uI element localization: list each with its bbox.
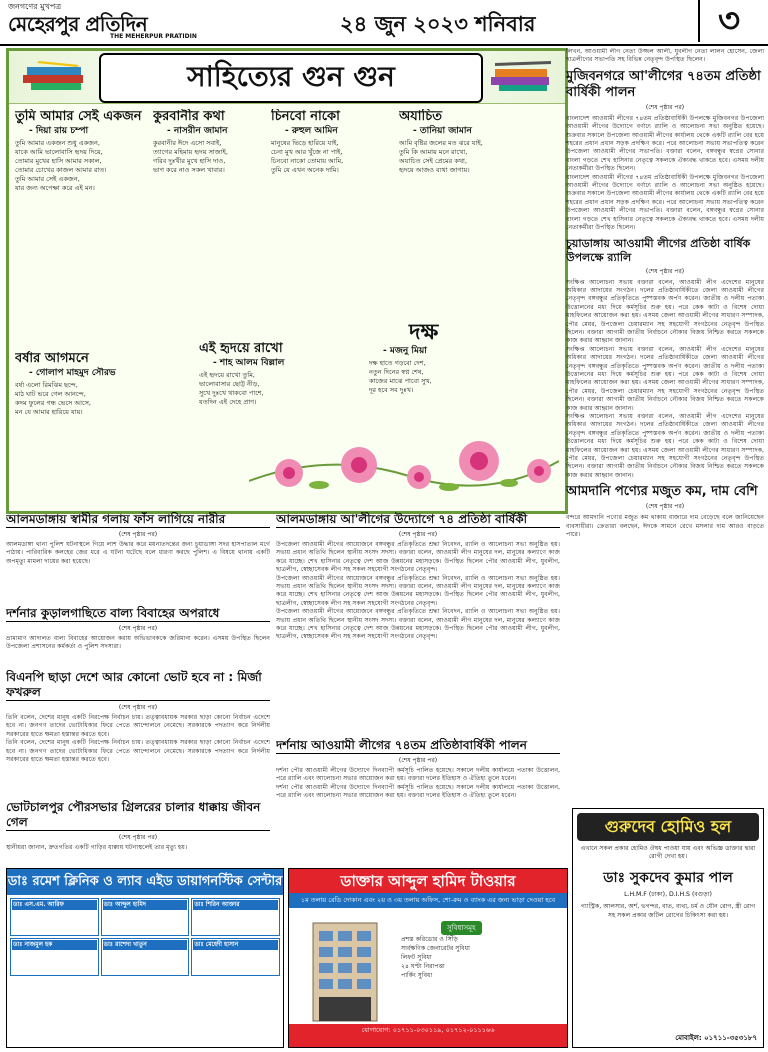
headline-mujibnagar: মুজিবনগরে আ'লীগের ৭৪তম প্রতিষ্ঠা বার্ষিকী পালন — [566, 68, 761, 100]
poem-line: ভাগ করে নাও সকল খাবার। — [153, 166, 225, 174]
news-body-extra: দর্শনা পৌর আওয়ামী লীগের উদ্যোগে দিনব্যাপী কর্মসূচি পালিত হয়েছে। সকালে দলীয় কার্যালয়ে পতাকা উত্তোলন, পরে র‌্যালি এবং আলোচনা সভার আয়োজন করা হয়। বক্তারা দলের ইতিহাস ও ঐতিহ্য তুলে ধরেন। — [276, 783, 560, 800]
news-headline: আলমডাঙ্গায় স্বামীর গলায় ফাঁস লাগিয়ে নারীর — [6, 512, 270, 528]
poem-line: বর্ষা এলো রিমঝিম ছন্দে, — [15, 381, 78, 389]
doctor-card — [101, 898, 190, 936]
poem-line: কাজের মাঝে পাবো সুখ, — [369, 377, 432, 385]
news-body-extra: তিনি বলেন, দেশের মানুষ একটি নিরপেক্ষ নির্বাচন চায়। তত্ত্বাবধায়ক সরকার ছাড়া কোনো নির্বাচন এদেশে হবে না। জনগণ তাদের ভোটাধিকার ফিরে পেতে আন্দোলনে নেমেছে। সরকারকে পদত্যাগ করে নির্দলীয় সরকারের হাতে ক্ষমতা হস্তান্তর করতে হবে। — [6, 739, 270, 764]
poem-title: চিনবো নাকো — [271, 109, 340, 124]
masthead-tagline: জনগণের মুখপত্র — [8, 2, 62, 11]
news-body: ভ্রাম্যমাণ আদালত বাল্য বিবাহের আয়োজন করায় অভিভাবককে জরিমানা করেন। এসময় উপস্থিত ছিলেন উপজেলা প্রশাসনের কর্মকর্তা ও পুলিশ সদস্যরা। — [6, 635, 270, 651]
doctor-card — [191, 898, 280, 936]
poem-line: দক্ষ হাতে গড়বো দেশ, — [369, 359, 426, 367]
ad-tower-contact: যোগাযোগ: ০১৭১১-০৩০১১৯, ০১৭১২-০১১১৬৬ — [289, 1024, 567, 1047]
feature-item: প্রশস্ত করিডোর ও সিঁড়ি — [401, 936, 458, 943]
poem-line: আমি বৃষ্টির জলের মত ঝরে যাই, — [399, 139, 483, 147]
poem-line: যতদিন এই দেহে প্রাণ। — [199, 398, 257, 406]
news-fakhrul — [6, 670, 270, 794]
poem-body — [15, 381, 185, 417]
poem-body — [271, 139, 389, 175]
continued-note: (শেষ পৃষ্ঠার পর) — [398, 757, 438, 764]
doctor-card — [10, 938, 99, 976]
feature-label: সুবিধাসমূহ — [441, 921, 482, 935]
poem-line: গরিব দুঃখীর মুখে হাসি দাও, — [153, 157, 226, 165]
issue-date: ২৪ জুন ২০২৩ শনিবার — [340, 12, 536, 36]
poem-line: কদম ফুলের গন্ধ ভেসে আসে, — [15, 399, 91, 407]
poem-title: বর্ষার আগমনে — [15, 351, 89, 366]
page-number: ৩ — [698, 0, 758, 42]
news-alamdanga-wife — [6, 512, 270, 602]
poem-line: তুমি আমার সেই একজন, — [15, 175, 80, 183]
doctor-name: ডাঃ মেহেদী হাসান — [193, 940, 278, 950]
feature-item: পার্কিং সুবিধা — [401, 972, 433, 979]
continued-note: (শেষ পৃষ্ঠার পর) — [398, 531, 438, 538]
ad-homeo-phone: মোবাইল: ০১৭১১-৩৫৩১৮৭ — [675, 1034, 757, 1042]
poem-title: দক্ষ — [409, 321, 439, 345]
poem-line: কুরবানীর ঈদে এসো সবাই, — [153, 139, 222, 147]
poem-line: মাঠ ঘাট ভরে গেল আনন্দে, — [15, 390, 86, 398]
news-body-extra: উপজেলা আওয়ামী লীগের আয়োজনে বঙ্গবন্ধুর প্রতিকৃতিতে শ্রদ্ধা নিবেদন, র‌্যালি ও আলোচনা সভা অনুষ্ঠিত হয়। সভায় প্রধান অতিথি ছিলেন স্থানীয় সংসদ সদস্য। বক্তারা বলেন, আওয়ামী লীগ মানুষের দল, মানুষের কল্যাণে কাজ করে যাচ্ছে। শেখ হাসিনার নেতৃত্বে দেশ আজ উন্নয়নের মহাসড়কে। উপস্থিত ছিলেন পৌর আওয়ামী লীগ, যুবলীগ, ছাত্রলীগ, স্বেচ্ছাসেবক লীগ সহ সকল সহযোগী সংগঠনের নেতৃবৃন্দ। — [276, 608, 560, 641]
article-body-extra: সংক্ষিপ্ত আলোচনা সভায় বক্তারা বলেন, আওয়ামী লীগ এদেশের মানুষের অধিকার আদায়ের সংগঠন। দলের প্রতিষ্ঠাবার্ষিকীতে জেলা আওয়ামী লীগের নেতৃবৃন্দ বঙ্গবন্ধুর প্রতিকৃতিতে পুষ্পস্তবক অর্পণ করেন। জাতীয় ও দলীয় পতাকা উত্তোলনের মধ্য দিয়ে কর্মসূচির শুরু হয়। পরে কেক কাটা ও বিশেষ দোয়া মাহফিলের আয়োজন করা হয়। এসময় জেলা আওয়ামী লীগের সাধারণ সম্পাদক, পৌর মেয়র, উপজেলা চেয়ারম্যান সহ সহযোগী সংগঠনের নেতৃবৃন্দ উপস্থিত ছিলেন। বক্তারা আগামী জাতীয় নির্বাচনে নৌকার বিজয় নিশ্চিত করতে সকলকে কাজ করার আহ্বান জানান। — [566, 345, 764, 412]
poem-author: - শাহ আলম বিল্লাল — [213, 358, 285, 368]
poem-body — [399, 139, 557, 175]
article-continuation: লিখন, আওয়ামী লীগ নেতা উজ্জল আলী, যুবলীগ নেতা লালন হোসেন, জেলা ছাত্রলীগের সভাপতি সহ বিভিন্ন নেতৃবৃন্দ উপস্থিত ছিলেন। — [566, 48, 764, 64]
news-darshana-al — [276, 738, 560, 862]
ad-homeo-services: গ্যাস্ট্রিক, আলসার, অর্শ, ভগন্দর, বাত, ব্যথা, চর্ম ও যৌন রোগ, স্ত্রী রোগ সহ সকল প্রকার জটিল রোগের চিকিৎসা করা হয়। — [580, 903, 756, 919]
literature-banner — [9, 51, 565, 104]
poem-line: তুমি আমার একজন শুধু একজন, — [15, 139, 100, 147]
article-body: বাংলাদেশ আওয়ামী লীগের ৭৪তম প্রতিষ্ঠাবার্ষিকী উপলক্ষে মুজিবনগর উপজেলা আওয়ামী লীগের উদ্যোগে বর্ণাঢ্য র‌্যালি ও আলোচনা সভা অনুষ্ঠিত হয়েছে। শুক্রবার সকালে উপজেলা আওয়ামী লীগের কার্যালয় থেকে একটি র‌্যালি বের হয়ে শহরের প্রধান প্রধান সড়ক প্রদক্ষিণ করে। পরে আলোচনা সভায় সভাপতিত্ব করেন উপজেলা আওয়ামী লীগের সভাপতি। বক্তারা বলেন, বঙ্গবন্ধুর স্বপ্নের সোনার বাংলা গড়তে শেখ হাসিনার নেতৃত্বে সকলকে ঐক্যবদ্ধ থাকতে হবে। এসময় দলীয় নেতাকর্মীরা উপস্থিত ছিলেন। — [566, 114, 764, 173]
poem-line: মন যে আমার হারিয়ে যায়। — [15, 408, 83, 416]
ad-tower-features — [401, 915, 561, 980]
poem-line: তোমার চোখের কাজল আমার রাত। — [15, 166, 107, 174]
feature-item: সার্বক্ষণিক জেনারেটর সুবিধা — [401, 945, 470, 952]
poem-line: দূর হবে সব দুঃখ। — [369, 386, 414, 394]
building-icon — [295, 913, 395, 1023]
literature-section — [6, 48, 568, 514]
poem-body — [369, 359, 559, 395]
continued-note: (শেষ পৃষ্ঠার পর) — [118, 531, 158, 538]
poem-5 — [15, 351, 185, 501]
poem-line: অযাচিত সেই প্রেমের কথা, — [399, 157, 468, 165]
continued-note: (শেষ পৃষ্ঠার পর) — [118, 834, 158, 841]
doctor-card — [101, 938, 190, 976]
poem-author: - মজনু মিয়া — [383, 346, 427, 356]
ad-tower-subtitle: ১ম তলায় রেডি দোকান এবং ২য় ও ৩য় তলায় অফিস, শো-রুম ও ব্যাংক এর জন্য ভাড়া দেওয়া হবে — [289, 893, 567, 908]
poem-title: তুমি আমার সেই একজন — [15, 109, 142, 124]
flower-decoration-icon — [249, 421, 559, 505]
poem-4 — [399, 109, 557, 329]
poem-title: অযাচিত — [399, 109, 443, 124]
poem-line: যাকে আমি ভালোবাসি হৃদয় দিয়ে, — [15, 148, 103, 156]
poem-line: যার জন্য অপেক্ষা করে এই মন। — [15, 184, 95, 192]
news-headline: বিএনপি ছাড়া দেশে আর কোনো ভোট হবে না : মির্জা ফখরুল — [6, 670, 270, 701]
continued-note: (শেষ পৃষ্ঠার পর) — [645, 103, 685, 111]
article-body: সংক্ষিপ্ত আলোচনা সভায় বক্তারা বলেন, আওয়ামী লীগ এদেশের মানুষের অধিকার আদায়ের সংগঠন। দলের প্রতিষ্ঠাবার্ষিকীতে জেলা আওয়ামী লীগের নেতৃবৃন্দ বঙ্গবন্ধুর প্রতিকৃতিতে পুষ্পস্তবক অর্পণ করেন। জাতীয় ও দলীয় পতাকা উত্তোলনের মধ্য দিয়ে কর্মসূচির শুরু হয়। পরে কেক কাটা ও বিশেষ দোয়া মাহফিলের আয়োজন করা হয়। এসময় জেলা আওয়ামী লীগের সাধারণ সম্পাদক, পৌর মেয়র, উপজেলা চেয়ারম্যান সহ সহযোগী সংগঠনের নেতৃবৃন্দ উপস্থিত ছিলেন। বক্তারা আগামী জাতীয় নির্বাচনে নৌকার বিজয় নিশ্চিত করতে সকলকে কাজ করার আহ্বান জানান। — [566, 278, 764, 345]
poem-line: এই হৃদয়ে রাখো তুমি, — [199, 371, 255, 379]
poem-7 — [369, 321, 559, 421]
poem-author: - নাসরীন জামান — [167, 126, 228, 136]
poem-3 — [271, 109, 389, 349]
news-headline: দর্শনার কুড়ালগাছিতে বাল্য বিবাহের অপরাধে — [6, 606, 270, 622]
news-child-marriage — [6, 606, 270, 666]
poem-line: ভালোবাসার ছোট্ট নীড়, — [199, 380, 260, 388]
news-headline: আলমডাঙ্গায় আ'লীগের উদ্যোগে ৭৪ প্রতিষ্ঠা বার্ষিকী — [276, 512, 560, 528]
headline-import: আমদানি পণ্যের মজুত কম, দাম বেশি — [566, 484, 758, 500]
continued-note: (শেষ পৃষ্ঠার পর) — [645, 267, 685, 275]
poem-line: নতুন দিনের স্বপ্ন শেষ, — [369, 368, 424, 376]
poem-line: সুখে দুঃখে থাকবো পাশে, — [199, 389, 264, 397]
poem-author: - রুহুল আমিন — [285, 126, 338, 136]
poem-line: হৃদয়ে আজও ব্যথা জাগায়। — [399, 166, 470, 174]
news-body: উপজেলা আওয়ামী লীগের আয়োজনে বঙ্গবন্ধুর প্রতিকৃতিতে শ্রদ্ধা নিবেদন, র‌্যালি ও আলোচনা সভা অনুষ্ঠিত হয়। সভায় প্রধান অতিথি ছিলেন স্থানীয় সংসদ সদস্য। বক্তারা বলেন, আওয়ামী লীগ মানুষের দল, মানুষের কল্যাণে কাজ করে যাচ্ছে। শেখ হাসিনার নেতৃত্বে দেশ আজ উন্নয়নের মহাসড়কে। উপস্থিত ছিলেন পৌর আওয়ামী লীগ, যুবলীগ, ছাত্রলীগ, স্বেচ্ছাসেবক লীগ সহ সকল সহযোগী সংগঠনের নেতৃবৃন্দ। — [276, 541, 560, 574]
poem-line: ত্যাগের মহিমায় হৃদয় সাজাই, — [153, 148, 228, 156]
poem-body — [199, 371, 349, 407]
doctor-grid — [7, 895, 283, 979]
feature-item: লিফট সুবিধা — [401, 954, 432, 961]
ad-tower — [288, 868, 568, 1048]
ad-homeo-text: এখানে সকল প্রকার হোমিও ঔষধ পাওয়া যায় এবং অভিজ্ঞ ডাক্তার দ্বারা রোগী দেখা হয়। — [580, 845, 756, 861]
news-body-extra: উপজেলা আওয়ামী লীগের আয়োজনে বঙ্গবন্ধুর প্রতিকৃতিতে শ্রদ্ধা নিবেদন, র‌্যালি ও আলোচনা সভা অনুষ্ঠিত হয়। সভায় প্রধান অতিথি ছিলেন স্থানীয় সংসদ সদস্য। বক্তারা বলেন, আওয়ামী লীগ মানুষের দল, মানুষের কল্যাণে কাজ করে যাচ্ছে। শেখ হাসিনার নেতৃত্বে দেশ আজ উন্নয়নের মহাসড়কে। উপস্থিত ছিলেন পৌর আওয়ামী লীগ, যুবলীগ, ছাত্রলীগ, স্বেচ্ছাসেবক লীগ সহ সকল সহযোগী সংগঠনের নেতৃবৃন্দ। — [276, 574, 560, 607]
literature-title: সাহিত্যের গুন গুন — [99, 53, 483, 103]
poem-line: তুমি যে এখন অনেক দামি। — [271, 166, 339, 174]
ad-homeo-title: গুরুদেব হোমিও হল — [577, 813, 759, 841]
article-body-extra: বাংলাদেশ আওয়ামী লীগের ৭৪তম প্রতিষ্ঠাবার্ষিকী উপলক্ষে মুজিবনগর উপজেলা আওয়ামী লীগের উদ্যোগে বর্ণাঢ্য র‌্যালি ও আলোচনা সভা অনুষ্ঠিত হয়েছে। শুক্রবার সকালে উপজেলা আওয়ামী লীগের কার্যালয় থেকে একটি র‌্যালি বের হয়ে শহরের প্রধান প্রধান সড়ক প্রদক্ষিণ করে। পরে আলোচনা সভায় সভাপতিত্ব করেন উপজেলা আওয়ামী লীগের সভাপতি। বক্তারা বলেন, বঙ্গবন্ধুর স্বপ্নের সোনার বাংলা গড়তে শেখ হাসিনার নেতৃত্বে সকলকে ঐক্যবদ্ধ থাকতে হবে। এসময় দলীয় নেতাকর্মীরা উপস্থিত ছিলেন। — [566, 173, 764, 232]
poem-line: চেনা মুখ আর খুঁজে না পাই, — [271, 148, 343, 156]
article-body: বন্দরে আমদানি পণ্যের মজুত কম থাকায় বাজারে দাম বেড়েছে বলে জানিয়েছেন ব্যবসায়ীরা। ক্রেতারা বলছেন, ঈদকে সামনে রেখে মসলার দাম আরও বাড়তে পারে। — [566, 514, 764, 539]
poem-6 — [199, 341, 349, 421]
poem-line: মানুষের ভিড়ে হারিয়ে যাই, — [271, 139, 339, 147]
poem-author: - দিয়া রায় চম্পা — [29, 126, 89, 136]
newspaper-name: মেহেরপুর প্রতিদিন — [8, 12, 148, 36]
ad-homeo-doctor: ডাঃ সুকদেব কুমার পাল — [603, 869, 733, 886]
headline-chuadanga: চুয়াডাঙ্গায় আওয়ামী লীগের প্রতিষ্ঠা বার্ষিক উপলক্ষে র‌্যালি — [566, 236, 751, 264]
poem-author: - তানিয়া জামান — [413, 126, 472, 136]
news-headline: দর্শনায় আওয়ামী লীগের ৭৪তম প্রতিষ্ঠাবার্ষিকী পালন — [276, 738, 560, 754]
article-body-extra: সংক্ষিপ্ত আলোচনা সভায় বক্তারা বলেন, আওয়ামী লীগ এদেশের মানুষের অধিকার আদায়ের সংগঠন। দলের প্রতিষ্ঠাবার্ষিকীতে জেলা আওয়ামী লীগের নেতৃবৃন্দ বঙ্গবন্ধুর প্রতিকৃতিতে পুষ্পস্তবক অর্পণ করেন। জাতীয় ও দলীয় পতাকা উত্তোলনের মধ্য দিয়ে কর্মসূচির শুরু হয়। পরে কেক কাটা ও বিশেষ দোয়া মাহফিলের আয়োজন করা হয়। এসময় জেলা আওয়ামী লীগের সাধারণ সম্পাদক, পৌর মেয়র, উপজেলা চেয়ারম্যান সহ সহযোগী সংগঠনের নেতৃবৃন্দ উপস্থিত ছিলেন। বক্তারা আগামী জাতীয় নির্বাচনে নৌকার বিজয় নিশ্চিত করতে সকলকে কাজ করার আহ্বান জানান। — [566, 413, 764, 479]
feature-item: ২৪ ঘণ্টা নিরাপত্তা — [401, 963, 445, 970]
news-body: আলমডাঙ্গা থানা পুলিশ ঘটনাস্থলে গিয়ে লাশ উদ্ধার করে ময়নাতদন্তের জন্য চুয়াডাঙ্গা সদর হাসপাতাল মর্গে পাঠায়। পারিবারিক কলহের জের ধরে এ ঘটনা ঘটেছে বলে ধারণা করছে পুলিশ। এ বিষয়ে থানায় একটি অপমৃত্যু মামলা দায়ের করা হয়েছে। — [6, 541, 270, 565]
ad-clinic-title: ডাঃ রমেশ ক্লিনিক ও ল্যাব এইড ডায়াগনস্টিক সেন্টার — [7, 869, 283, 895]
doctor-name: ডাঃ নাজমুল হক — [12, 940, 97, 950]
masthead — [0, 0, 768, 46]
ad-tower-title: ডাক্তার আব্দুল হামিদ টাওয়ার — [289, 869, 567, 893]
books-pen-icon — [485, 59, 555, 93]
news-accident — [6, 800, 270, 862]
ad-clinic — [6, 868, 284, 1048]
ad-homeo-degree: L.H.M.F (ঢাকা), D.I.H.S (বগুড়া) — [624, 890, 712, 898]
doctor-card — [10, 898, 99, 936]
news-body: দর্শনা পৌর আওয়ামী লীগের উদ্যোগে দিনব্যাপী কর্মসূচি পালিত হয়েছে। সকালে দলীয় কার্যালয়ে পতাকা উত্তোলন, পরে র‌্যালি এবং আলোচনা সভার আয়োজন করা হয়। বক্তারা দলের ইতিহাস ও ঐতিহ্য তুলে ধরেন। — [276, 767, 560, 783]
doctor-name: ডাঃ আব্দুল হামিদ — [103, 900, 188, 910]
poem-1 — [15, 109, 143, 329]
news-body: তিনি বলেন, দেশের মানুষ একটি নিরপেক্ষ নির্বাচন চায়। তত্ত্বাবধায়ক সরকার ছাড়া কোনো নির্বাচন এদেশে হবে না। জনগণ তাদের ভোটাধিকার ফিরে পেতে আন্দোলনে নেমেছে। সরকারকে পদত্যাগ করে নির্দলীয় সরকারের হাতে ক্ষমতা হস্তান্তর করতে হবে। — [6, 714, 270, 738]
poem-line: তোমার মুখের হাসি আমার সকাল, — [15, 157, 102, 165]
poem-author: - গোলাপ মাহমুদ সৌরভ — [29, 368, 116, 378]
news-headline: ভোটচালপুর পৌরসভার গ্রিলরের চালার ধাক্কায় জীবন গেল — [6, 800, 270, 831]
news-alamdanga-al — [276, 512, 560, 732]
newspaper-name-en: THE MEHERPUR PRATIDIN — [110, 33, 197, 40]
books-icon — [19, 59, 89, 93]
news-body: স্থানীয়রা জানান, দ্রুতগতির একটি গাড়ির ধাক্কায় ঘটনাস্থলেই তার মৃত্যু হয়। — [6, 844, 188, 851]
poem-line: চিনবো নাকো তোমায় আমি, — [271, 157, 344, 165]
right-news-column — [566, 48, 764, 808]
poem-title: এই হৃদয়ে রাখো — [199, 341, 283, 356]
poem-title: কুরবানীর কথা — [153, 109, 225, 124]
poem-2 — [153, 109, 261, 319]
doctor-card — [191, 938, 280, 976]
poem-body — [15, 139, 143, 193]
poem-line: তুমি কি আমায় মনে রাখো, — [399, 148, 468, 156]
continued-note: (শেষ পৃষ্ঠার পর) — [118, 625, 158, 632]
doctor-name: ডাঃ শিরিন আক্তার — [193, 900, 278, 910]
doctor-name: ডাঃ রাশেদা খাতুন — [103, 940, 188, 950]
poem-body — [153, 139, 261, 175]
doctor-name: ডাঃ এস.এম. আরিফ — [12, 900, 97, 910]
continued-note: (শেষ পৃষ্ঠার পর) — [118, 704, 158, 711]
ad-homeo — [572, 808, 764, 1048]
continued-note: (শেষ পৃষ্ঠার পর) — [645, 503, 685, 511]
